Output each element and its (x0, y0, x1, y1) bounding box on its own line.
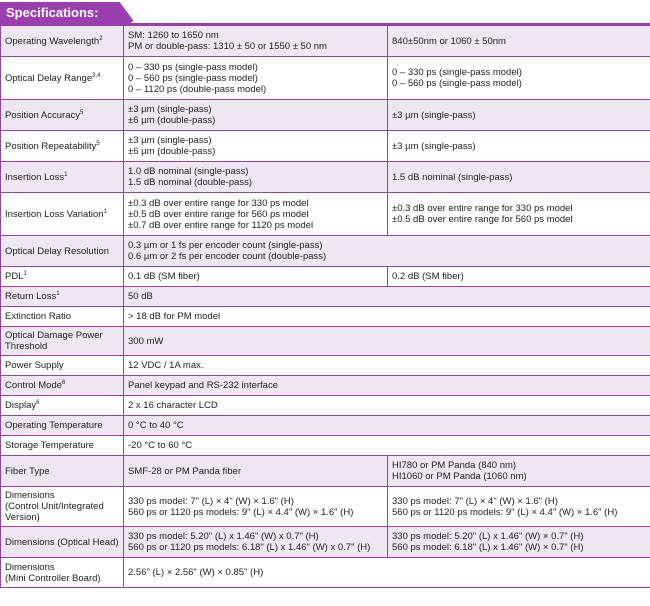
spec-row (1, 307, 650, 327)
spec-label-text: Operating Wavelength$^2$ (5, 35, 103, 47)
spec-value-line: 560 ps or 1120 ps models: 9" (L) × 4.4" (W) × 1.6" (H) (392, 506, 618, 518)
spec-value-line: 330 ps model: 5.20" (L) x 1.46" (W) x 0.7" (H) (128, 531, 319, 542)
spec-label-text: Fiber Type (5, 465, 50, 477)
spec-value-line: HI780 or PM Panda (840 nm) (392, 460, 517, 471)
spec-value-nir (388, 162, 650, 193)
spec-label-text: Dimensions (5, 490, 55, 501)
spec-value-line: 330 ps model: 7" (L) × 4" (W) × 1.6" (H) (392, 495, 558, 507)
spec-value-nir (388, 100, 650, 131)
spec-value (124, 436, 650, 456)
spec-row (1, 456, 650, 487)
spec-value-line: 2 x 16 character LCD (128, 400, 218, 411)
spec-value-nir (388, 456, 650, 487)
spec-value-line: 0 – 330 ps (single-pass model) (392, 67, 522, 78)
footnote-ref: 5 (96, 140, 100, 147)
specifications-body (1, 26, 650, 588)
footnote-ref: 1 (56, 290, 60, 297)
spec-value-line: ±6 µm (double-pass) (128, 146, 216, 157)
spec-label-text: PDL$^1$ (5, 270, 27, 282)
spec-row (1, 356, 650, 376)
spec-value (124, 356, 650, 376)
spec-value-line: HI1060 or PM Panda (1060 nm) (392, 471, 527, 482)
spec-value-line: 840±50nm or 1060 ± 50nm (392, 35, 506, 47)
spec-value-nir (388, 131, 650, 162)
spec-label-text: Version) (5, 512, 40, 523)
spec-label (1, 487, 124, 527)
spec-value-line: ±3 µm (single-pass) (128, 135, 212, 146)
spec-label (1, 57, 124, 100)
spec-label (1, 236, 124, 267)
spec-value-sm-pm (124, 162, 388, 193)
spec-value-line: ±3 µm (single-pass) (392, 140, 476, 152)
spec-value-sm-pm (124, 100, 388, 131)
spec-label (1, 356, 124, 376)
spec-label-text: Display$^6$ (5, 399, 40, 411)
spec-value-line: ±3 µm (single-pass) (128, 104, 212, 115)
spec-label (1, 558, 124, 588)
spec-label-text: (Mini Controller Board) (5, 572, 101, 584)
footnote-ref: 6 (36, 399, 40, 406)
spec-value-sm-pm (124, 267, 388, 287)
spec-label-text: Dimensions (5, 561, 55, 573)
spec-label (1, 376, 124, 396)
spec-label (1, 100, 124, 131)
spec-value-sm-pm (124, 527, 388, 558)
spec-value-line: 560 ps or 1120 ps models: 9" (L) × 4.4" (W) × 1.6" (H) (128, 506, 354, 518)
spec-label (1, 131, 124, 162)
spec-value (124, 327, 650, 356)
spec-label-text: Position Repeatability$^5$ (5, 140, 100, 152)
spec-value-sm-pm (124, 26, 388, 57)
spec-value (124, 558, 650, 588)
spec-label-text: Insertion Loss$^1$ (5, 171, 68, 183)
spec-label (1, 162, 124, 193)
spec-value-sm-pm (124, 456, 388, 487)
spec-value-line: 0 – 560 ps (single-pass model) (392, 78, 522, 89)
spec-label-text: Position Accuracy$^5$ (5, 109, 84, 121)
spec-label-text: Control Mode$^6$ (5, 379, 66, 391)
footnote-ref: 1 (64, 171, 68, 178)
spec-value-line: 0.3 µm or 1 fs per encoder count (single-pass) (128, 240, 323, 251)
spec-row (1, 527, 650, 558)
section-title: Specifications: (6, 5, 99, 20)
spec-value-sm-pm (124, 487, 388, 527)
spec-value (124, 416, 650, 436)
spec-value-line: 0.1 dB (SM fiber) (128, 271, 200, 282)
spec-value-sm-pm (124, 131, 388, 162)
spec-value (124, 307, 650, 327)
spec-row (1, 396, 650, 416)
spec-row (1, 487, 650, 527)
spec-value-line: 560 ps or 1120 ps models: 6.18" (L) x 1.46" (W) x 0.7" (H) (128, 542, 371, 553)
spec-value-line: 1.0 dB nominal (single-pass) (128, 166, 249, 177)
spec-row (1, 26, 650, 57)
spec-row (1, 236, 650, 267)
spec-label (1, 26, 124, 57)
spec-label-text: Insertion Loss Variation$^1$ (5, 208, 107, 220)
spec-row (1, 193, 650, 236)
spec-value-line: 0.6 µm or 2 fs per encoder count (double-pass) (128, 251, 327, 262)
spec-value-line: 0 °C to 40 °C (128, 420, 184, 431)
spec-label-text: Optical Delay Range$^{3,4}$ (5, 72, 101, 84)
spec-value-line: 50 dB (128, 291, 153, 302)
spec-value (124, 396, 650, 416)
spec-label-text: Return Loss$^1$ (5, 290, 60, 302)
footnote-ref: 3,4 (92, 72, 101, 79)
spec-label (1, 456, 124, 487)
spec-value-line: 0 – 560 ps (single-pass model) (128, 72, 258, 84)
spec-label-text: Optical Damage Power (5, 330, 103, 341)
spec-value (124, 376, 650, 396)
spec-label (1, 436, 124, 456)
spec-value-line: 300 mW (128, 335, 164, 347)
spec-value-line: 330 ps model: 7" (L) × 4" (W) × 1.6" (H) (128, 495, 294, 507)
spec-label-text: Power Supply (5, 360, 64, 371)
spec-value-line: 0 – 1120 ps (double-pass model) (128, 83, 267, 95)
spec-row (1, 267, 650, 287)
spec-label (1, 193, 124, 236)
spec-value-line: ±6 µm (double-pass) (128, 115, 216, 126)
spec-label-text: (Control Unit/Integrated (5, 501, 104, 512)
spec-value-line: 330 ps model: 5.20" (L) x 1.46" (W) × 0.7" (H) (392, 531, 584, 542)
spec-value-nir (388, 193, 650, 236)
spec-value-line: SM: 1260 to 1650 nm (128, 30, 219, 41)
footnote-ref: 5 (79, 109, 84, 116)
spec-label-text: Extinction Ratio (5, 311, 72, 322)
footnote-ref: 1 (103, 208, 107, 215)
spec-value-line: ±3 µm (single-pass) (392, 109, 476, 121)
spec-label-text: Threshold (5, 341, 48, 352)
spec-row (1, 558, 650, 588)
spec-value-line: > 18 dB for PM model (128, 311, 221, 322)
spec-label-text: Dimensions (Optical Head) (5, 536, 119, 548)
spec-value-line: ±0.7 dB over entire range for 1120 ps model (128, 219, 314, 231)
spec-value-nir (388, 527, 650, 558)
spec-label (1, 267, 124, 287)
spec-value-sm-pm (124, 57, 388, 100)
spec-label (1, 396, 124, 416)
spec-value-line: ±0.3 dB over entire range for 330 ps model (392, 203, 573, 214)
spec-value-nir (388, 267, 650, 287)
spec-label (1, 327, 124, 356)
spec-value-line: 0 – 330 ps (single-pass model) (128, 61, 258, 73)
spec-value-nir (388, 57, 650, 100)
spec-label (1, 416, 124, 436)
spec-row (1, 287, 650, 307)
spec-value-line: ±0.5 dB over entire range for 560 ps model (128, 208, 309, 220)
spec-value-line: 1.5 dB nominal (single-pass) (392, 171, 513, 183)
spec-value-nir (388, 26, 650, 57)
footnote-ref: 6 (62, 379, 66, 386)
spec-value-line: 560 ps model: 6.18" (L) x 1.46" (W) × 0.7" (H) (392, 542, 584, 553)
spec-label (1, 287, 124, 307)
spec-row (1, 131, 650, 162)
spec-value-line: SMF-28 or PM Panda fiber (128, 465, 241, 477)
spec-value (124, 236, 650, 267)
spec-row (1, 376, 650, 396)
spec-row (1, 100, 650, 131)
spec-label-text: Operating Temperature (5, 420, 103, 431)
spec-value-line: PM or double-pass: 1310 ± 50 or 1550 ± 50 nm (128, 41, 327, 52)
spec-value-line: 2.56" (L) × 2.56" (W) × 0.85" (H) (128, 567, 264, 578)
spec-label (1, 307, 124, 327)
spec-value-line: Panel keypad and RS-232 interface (128, 380, 278, 391)
footnote-ref: 2 (99, 35, 103, 42)
spec-row (1, 57, 650, 100)
spec-value-line: 12 VDC / 1A max. (128, 360, 204, 371)
spec-row (1, 416, 650, 436)
spec-value (124, 287, 650, 307)
spec-value-sm-pm (124, 193, 388, 236)
spec-label-text: Optical Delay Resolution (5, 245, 110, 257)
spec-value-line: -20 °C to 60 °C (128, 440, 193, 451)
spec-row (1, 327, 650, 356)
spec-label-text: Storage Temperature (5, 440, 95, 451)
spec-row (1, 162, 650, 193)
spec-value-line: 1.5 dB nominal (double-pass) (128, 177, 253, 188)
spec-value-line: 0.2 dB (SM fiber) (392, 271, 464, 282)
spec-value-line: ±0.5 dB over entire range for 560 ps model (392, 214, 573, 225)
spec-value-line: ±0.3 dB over entire range for 330 ps model (128, 197, 309, 209)
specifications-table (0, 25, 650, 588)
footnote-ref: 1 (23, 270, 27, 277)
spec-label (1, 527, 124, 558)
spec-row (1, 436, 650, 456)
spec-value-nir (388, 487, 650, 527)
